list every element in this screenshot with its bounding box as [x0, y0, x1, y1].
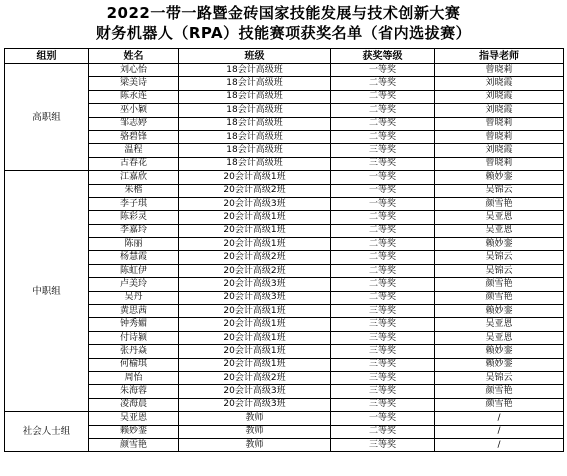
table-row — [5, 291, 564, 304]
advisor-cell: 吴亚恩 — [435, 318, 564, 331]
advisor-cell: 曾晓莉 — [435, 64, 564, 77]
table-header-row — [5, 49, 564, 64]
table-row — [5, 64, 564, 77]
header-advisor: 指导老师 — [435, 49, 564, 64]
class-cell: 20会计高级1班 — [179, 238, 331, 251]
table-row — [5, 130, 564, 143]
student-name-cell: 付诗颍 — [89, 331, 179, 344]
award-level-cell: 二等奖 — [331, 211, 435, 224]
document-title: 2022一带一路暨金砖国家技能发展与技术创新大赛 — [106, 4, 461, 22]
advisor-cell: 颜雪艳 — [435, 385, 564, 398]
header-group: 组别 — [5, 49, 89, 64]
class-cell: 20会计高级3班 — [179, 398, 331, 411]
advisor-cell: 赖妙銮 — [435, 305, 564, 318]
student-name-cell: 巫小颖 — [89, 104, 179, 117]
table-row — [5, 318, 564, 331]
award-level-cell: 三等奖 — [331, 398, 435, 411]
advisor-cell: 吴亚恩 — [435, 224, 564, 237]
award-level-cell: 二等奖 — [331, 77, 435, 90]
advisor-cell: 吴锦云 — [435, 371, 564, 384]
award-level-cell: 三等奖 — [331, 371, 435, 384]
table-row — [5, 238, 564, 251]
student-name-cell: 邹志婷 — [89, 117, 179, 130]
award-level-cell: 一等奖 — [331, 197, 435, 210]
advisor-cell: 赖妙銮 — [435, 171, 564, 184]
student-name-cell: 黄思茜 — [89, 305, 179, 318]
award-level-cell: 二等奖 — [331, 90, 435, 103]
class-cell: 20会计高级3班 — [179, 278, 331, 291]
award-level-cell: 二等奖 — [331, 238, 435, 251]
header-award-level: 获奖等级 — [331, 49, 435, 64]
class-cell: 20会计高级2班 — [179, 251, 331, 264]
award-table — [4, 48, 564, 452]
advisor-cell: 吴亚恩 — [435, 331, 564, 344]
award-level-cell: 一等奖 — [331, 64, 435, 77]
award-level-cell: 二等奖 — [331, 425, 435, 438]
advisor-cell: 吴锦云 — [435, 264, 564, 277]
advisor-cell: 刘晓霞 — [435, 90, 564, 103]
student-name-cell: 陈永连 — [89, 90, 179, 103]
award-level-cell: 一等奖 — [331, 412, 435, 425]
header-name: 姓名 — [89, 49, 179, 64]
class-cell: 20会计高级1班 — [179, 305, 331, 318]
table-row — [5, 157, 564, 170]
award-level-cell: 三等奖 — [331, 358, 435, 371]
award-level-cell: 三等奖 — [331, 385, 435, 398]
table-row — [5, 412, 564, 425]
award-level-cell: 三等奖 — [331, 331, 435, 344]
advisor-cell: 曾晓莉 — [435, 130, 564, 143]
advisor-cell: / — [435, 412, 564, 425]
advisor-cell: / — [435, 438, 564, 451]
class-cell: 20会计高级1班 — [179, 211, 331, 224]
class-cell: 18会计高级班 — [179, 77, 331, 90]
award-level-cell: 三等奖 — [331, 438, 435, 451]
award-level-cell: 二等奖 — [331, 251, 435, 264]
class-cell: 18会计高级班 — [179, 117, 331, 130]
student-name-cell: 张丹焱 — [89, 345, 179, 358]
table-row — [5, 197, 564, 210]
student-name-cell: 骆碧锋 — [89, 130, 179, 143]
student-name-cell: 朱海蓉 — [89, 385, 179, 398]
table-row — [5, 345, 564, 358]
class-cell: 20会计高级1班 — [179, 358, 331, 371]
class-cell: 18会计高级班 — [179, 64, 331, 77]
table-row — [5, 305, 564, 318]
advisor-cell: 刘晓霞 — [435, 144, 564, 157]
table-row — [5, 117, 564, 130]
table-row — [5, 371, 564, 384]
class-cell: 20会计高级2班 — [179, 184, 331, 197]
advisor-cell: 吴锦云 — [435, 184, 564, 197]
award-level-cell: 三等奖 — [331, 318, 435, 331]
class-cell: 20会计高级3班 — [179, 385, 331, 398]
class-cell: 20会计高级1班 — [179, 331, 331, 344]
class-cell: 20会计高级1班 — [179, 318, 331, 331]
table-row — [5, 264, 564, 277]
award-level-cell: 一等奖 — [331, 171, 435, 184]
student-name-cell: 古春花 — [89, 157, 179, 170]
table-row — [5, 90, 564, 103]
class-cell: 20会计高级1班 — [179, 345, 331, 358]
class-cell: 20会计高级2班 — [179, 264, 331, 277]
table-row — [5, 251, 564, 264]
advisor-cell: 颜雪艳 — [435, 197, 564, 210]
student-name-cell: 刘心怡 — [89, 64, 179, 77]
table-row — [5, 438, 564, 451]
advisor-cell: 赖妙銮 — [435, 238, 564, 251]
advisor-cell: 刘晓霞 — [435, 77, 564, 90]
award-level-cell: 三等奖 — [331, 305, 435, 318]
student-name-cell: 江嘉欣 — [89, 171, 179, 184]
class-cell: 18会计高级班 — [179, 104, 331, 117]
class-cell: 18会计高级班 — [179, 130, 331, 143]
table-row — [5, 77, 564, 90]
student-name-cell: 卢美玲 — [89, 278, 179, 291]
table-row — [5, 224, 564, 237]
class-cell: 18会计高级班 — [179, 157, 331, 170]
class-cell: 18会计高级班 — [179, 90, 331, 103]
student-name-cell: 朱楷 — [89, 184, 179, 197]
table-row — [5, 184, 564, 197]
class-cell: 20会计高级1班 — [179, 171, 331, 184]
student-name-cell: 何榆琪 — [89, 358, 179, 371]
table-row — [5, 385, 564, 398]
award-level-cell: 二等奖 — [331, 291, 435, 304]
table-row — [5, 398, 564, 411]
student-name-cell: 梁美诗 — [89, 77, 179, 90]
class-cell: 20会计高级3班 — [179, 197, 331, 210]
student-name-cell: 陈虹伊 — [89, 264, 179, 277]
student-name-cell: 凌海晨 — [89, 398, 179, 411]
table-row — [5, 331, 564, 344]
advisor-cell: 赖妙銮 — [435, 345, 564, 358]
student-name-cell: 吴丹 — [89, 291, 179, 304]
student-name-cell: 李子琪 — [89, 197, 179, 210]
award-level-cell: 二等奖 — [331, 104, 435, 117]
advisor-cell: 颜雪艳 — [435, 291, 564, 304]
award-level-cell: 二等奖 — [331, 224, 435, 237]
table-row — [5, 144, 564, 157]
group-name-cell: 社会人士组 — [5, 412, 89, 452]
student-name-cell: 李嘉玲 — [89, 224, 179, 237]
advisor-cell: 曾晓莉 — [435, 117, 564, 130]
student-name-cell: 钟秀媚 — [89, 318, 179, 331]
student-name-cell: 赖妙銮 — [89, 425, 179, 438]
advisor-cell: 曾晓莉 — [435, 157, 564, 170]
group-name-cell: 中职组 — [5, 171, 89, 412]
class-cell: 教师 — [179, 438, 331, 451]
student-name-cell: 吴亚恩 — [89, 412, 179, 425]
advisor-cell: / — [435, 425, 564, 438]
table-row — [5, 104, 564, 117]
advisor-cell: 刘晓霞 — [435, 104, 564, 117]
group-name-cell: 高职组 — [5, 64, 89, 171]
student-name-cell: 杨慧霞 — [89, 251, 179, 264]
class-cell: 20会计高级1班 — [179, 224, 331, 237]
table-row — [5, 211, 564, 224]
award-level-cell: 二等奖 — [331, 130, 435, 143]
advisor-cell: 赖妙銮 — [435, 358, 564, 371]
document-subtitle: 财务机器人（RPA）技能赛项获奖名单（省内选拔赛） — [95, 24, 472, 42]
advisor-cell: 吴锦云 — [435, 251, 564, 264]
table-row — [5, 425, 564, 438]
advisor-cell: 吴亚恩 — [435, 211, 564, 224]
advisor-cell: 颜雪艳 — [435, 398, 564, 411]
student-name-cell: 颜雪艳 — [89, 438, 179, 451]
class-cell: 18会计高级班 — [179, 144, 331, 157]
award-level-cell: 一等奖 — [331, 184, 435, 197]
award-level-cell: 三等奖 — [331, 345, 435, 358]
class-cell: 20会计高级2班 — [179, 371, 331, 384]
table-body — [5, 64, 564, 452]
student-name-cell: 温程 — [89, 144, 179, 157]
award-level-cell: 二等奖 — [331, 117, 435, 130]
award-level-cell: 三等奖 — [331, 144, 435, 157]
table-row — [5, 358, 564, 371]
class-cell: 教师 — [179, 425, 331, 438]
class-cell: 20会计高级3班 — [179, 291, 331, 304]
class-cell: 教师 — [179, 412, 331, 425]
header-class: 班级 — [179, 49, 331, 64]
award-level-cell: 二等奖 — [331, 264, 435, 277]
award-level-cell: 三等奖 — [331, 157, 435, 170]
student-name-cell: 陈彩灵 — [89, 211, 179, 224]
student-name-cell: 陈丽 — [89, 238, 179, 251]
award-level-cell: 二等奖 — [331, 278, 435, 291]
student-name-cell: 周怡 — [89, 371, 179, 384]
advisor-cell: 颜雪艳 — [435, 278, 564, 291]
table-row — [5, 278, 564, 291]
table-row — [5, 171, 564, 184]
